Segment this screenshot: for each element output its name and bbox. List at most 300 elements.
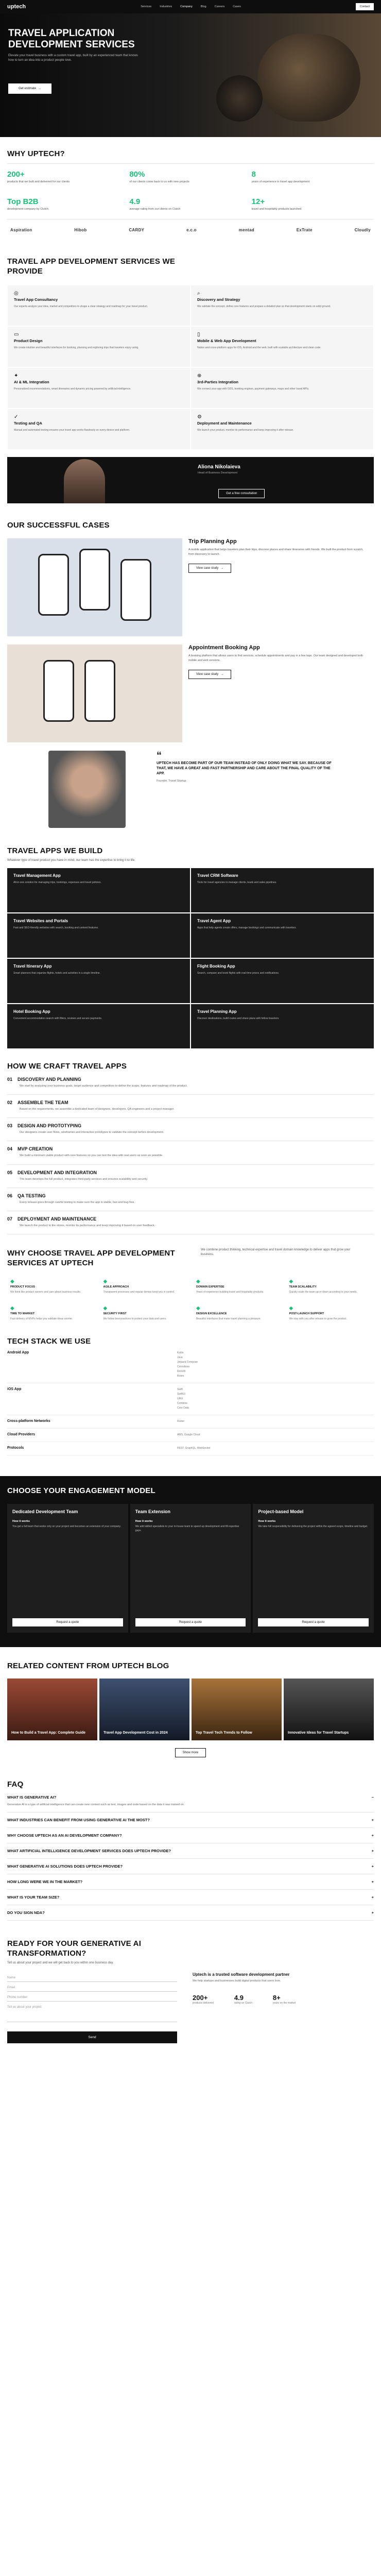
check-icon: ✓ <box>14 414 19 420</box>
engagement-card-text: We take full responsibility for delivering the project within the agreed scope, timeline and budget. <box>258 1525 368 1529</box>
why-uptech-section <box>0 137 381 232</box>
plug-icon: ⊕ <box>197 372 202 379</box>
benefit-item <box>193 1302 281 1325</box>
process-title: HOW WE CRAFT TRAVEL APPS <box>7 1061 127 1071</box>
stat-desc: average rating from our clients on Clutch <box>129 208 181 211</box>
benefit-text: We follow best practices to protect your data and users. <box>103 1317 167 1321</box>
why-choose-title: WHY CHOOSE TRAVEL APP DEVELOPMENT SERVICES AT UPTECH <box>7 1249 175 1268</box>
step-number: 01 <box>7 1076 13 1082</box>
cases-title: OUR SUCCESSFUL CASES <box>7 520 110 530</box>
nav-menu <box>141 5 241 8</box>
contact-stat-desc: products delivered <box>193 2001 214 2005</box>
tech-label: Cross-platform Networks <box>7 1419 50 1423</box>
testimonial-photo <box>48 751 126 828</box>
message-field[interactable]: Tell us about your project <box>7 2002 177 2022</box>
service-title: Discovery and Strategy <box>197 297 240 302</box>
app-type-title: Travel Agent App <box>197 918 231 923</box>
benefit-item <box>193 1276 281 1298</box>
client-logo: CARDY <box>129 228 145 233</box>
apps-title: TRAVEL APPS WE BUILD <box>7 846 103 856</box>
step-text: Based on the requirements, we assemble a dedicated team of designers, developers, QA engineers and a project manager. <box>20 1107 175 1111</box>
engagement-grid <box>7 1504 374 1633</box>
tech-item: Combine <box>177 1401 188 1405</box>
view-case-button[interactable] <box>188 564 231 573</box>
phone-icon: ▯ <box>197 331 200 337</box>
benefit-text: We think like product owners and care about business results. <box>10 1290 81 1294</box>
avatar <box>64 459 105 503</box>
faq-question: WHAT INDUSTRIES CAN BENEFIT FROM USING GENERATIVE AI THE MOST? <box>7 1818 150 1823</box>
request-quote-button[interactable]: Request a quote <box>12 1618 123 1626</box>
service-text: Native and cross-platform apps for iOS, Android and the web, built with scalable architecture and clean code. <box>197 346 321 349</box>
stat-desc: products that we built and delivered for our clients <box>7 180 70 183</box>
contact-info <box>193 1972 357 2043</box>
engagement-card-text: We add skilled specialists to your in-house team to speed up development and fill expertise gaps. <box>135 1525 239 1532</box>
faq-item[interactable] <box>7 1843 374 1859</box>
plus-icon: + <box>371 1864 374 1869</box>
tech-item: SwiftUI <box>177 1392 185 1396</box>
step-text: Every release goes through careful testing to make sure the app is stable, fast and bug-free. <box>20 1200 135 1204</box>
benefit-icon: ◆ <box>103 1278 108 1284</box>
nav-item-careers[interactable]: Careers <box>214 5 225 8</box>
stat-desc: travel and hospitality products launched <box>251 208 302 211</box>
blog-card[interactable] <box>192 1679 282 1740</box>
why-choose-grid <box>7 1276 374 1325</box>
phone-mockup <box>84 660 115 722</box>
step-number: 07 <box>7 1216 13 1222</box>
contact-info-title: Uptech is a trusted software development partner <box>193 1972 290 1977</box>
engagement-card-label: How it works <box>135 1520 153 1523</box>
faq-question: WHAT GENERATIVE AI SOLUTIONS DOES UPTECH PROVIDE? <box>7 1864 123 1869</box>
top-navbar <box>0 0 381 13</box>
stat-value: 4.9 <box>129 197 141 207</box>
contact-section <box>0 1939 381 2043</box>
case-text: A mobile application that helps travelers plan their trips, discover places and share itineraries with friends. We built the product from scratch, from discovery to launch. <box>188 548 363 556</box>
service-text: We launch your product, monitor its performance and keep improving it after release. <box>197 428 294 432</box>
app-type-text: Tools for travel agencies to manage clients, leads and sales pipelines. <box>197 880 277 884</box>
service-card[interactable] <box>190 409 374 450</box>
service-text: We validate the concept, define core features and prepare a detailed plan so that development starts on solid ground. <box>197 304 331 308</box>
step-text: We launch the product to the stores, monitor its performance and keep improving it based on user feedback. <box>20 1224 155 1228</box>
why-choose-section <box>0 1249 381 1325</box>
phone-mockup <box>43 660 74 722</box>
tech-item: UIKit <box>177 1397 183 1400</box>
client-logo: Hibob <box>74 228 87 233</box>
blog-card[interactable] <box>99 1679 189 1740</box>
contact-stat-desc: rating on Clutch <box>234 2001 252 2005</box>
engagement-card <box>130 1504 251 1633</box>
free-consultation-button[interactable]: Get a free consultation <box>218 489 265 498</box>
tech-row <box>7 1442 374 1455</box>
tech-row <box>7 1347 374 1383</box>
faq-question: HOW LONG WERE WE IN THE MARKET? <box>7 1879 83 1885</box>
app-type-text: Smart planners that organize flights, hotels and activities in a single timeline. <box>13 971 100 975</box>
stat-item <box>7 191 129 219</box>
tech-label: Protocols <box>7 1446 24 1450</box>
service-card[interactable] <box>7 326 190 367</box>
stat-value: Top B2B <box>7 197 39 207</box>
nav-item-blog[interactable]: Blog <box>200 5 206 8</box>
testimonial-text: UPTECH HAS BECOME PART OF OUR TEAM INSTEAD OF ONLY DOING WHAT WE SAY. BECAUSE OF THAT, WE HAVE A GREAT AND FAST PARTNERSHIP AND CARE ABOUT THE FINAL QUALITY OF THE APP. <box>157 761 332 775</box>
tech-label: Android App <box>7 1350 29 1354</box>
tech-item: Java <box>177 1355 183 1359</box>
contact-stat-value: 8+ <box>272 1993 281 2002</box>
stat-value: 12+ <box>251 197 265 207</box>
search-icon: ⌕ <box>197 290 200 296</box>
service-text: Personalized recommendations, smart itineraries and dynamic pricing powered by artificial intelligence. <box>14 387 131 391</box>
client-logos <box>7 228 374 232</box>
service-title: Mobile & Web App Development <box>197 338 256 343</box>
step-title: DEVELOPMENT AND INTEGRATION <box>18 1170 97 1175</box>
faq-title: FAQ <box>7 1780 24 1789</box>
why-choose-subtitle: We combine product thinking, technical expertise and travel domain knowledge to deliver apps that grow your business. <box>201 1248 351 1256</box>
service-text: Manual and automated testing ensures your travel app works flawlessly on every device and platform. <box>14 428 130 432</box>
engagement-section <box>0 1476 381 1648</box>
nav-item-cases[interactable]: Cases <box>233 5 241 8</box>
service-text: We connect your app with GDS, booking engines, payment gateways, maps and other travel APIs. <box>197 387 309 391</box>
app-type-text: Search, compare and book flights with real-time prices and notifications. <box>197 971 280 975</box>
step-title: DISCOVERY AND PLANNING <box>18 1076 81 1082</box>
tech-row <box>7 1383 374 1415</box>
stats-grid <box>7 163 374 219</box>
stat-item <box>252 191 374 219</box>
benefit-title: PRODUCT FOCUS <box>10 1285 35 1289</box>
name-field[interactable]: Name <box>7 1972 177 1982</box>
plus-icon: + <box>371 1910 374 1916</box>
service-title: 3rd-Parties Integration <box>197 379 239 384</box>
plus-icon: + <box>371 1879 374 1885</box>
faq-item[interactable] <box>7 1890 374 1905</box>
why-title: WHY UPTECH? <box>7 149 65 158</box>
hero-section <box>0 13 381 137</box>
app-type-title: Flight Booking App <box>197 963 235 969</box>
faq-item[interactable] <box>7 1790 374 1812</box>
hero-title: TRAVEL APPLICATION DEVELOPMENT SERVICES <box>8 28 135 50</box>
faq-item[interactable] <box>7 1812 374 1828</box>
email-field[interactable]: Email <box>7 1982 177 1992</box>
app-type-title: Travel Planning App <box>197 1009 237 1014</box>
benefit-icon: ◆ <box>196 1278 200 1284</box>
process-step <box>7 1095 374 1118</box>
case-image <box>7 538 182 636</box>
app-type-card[interactable] <box>7 913 190 958</box>
case-item <box>7 645 374 742</box>
benefit-icon: ◆ <box>196 1306 200 1312</box>
testimonial-author: Founder, Travel Startup <box>157 779 186 783</box>
benefit-item <box>286 1276 374 1298</box>
arrow-right-icon: → <box>220 672 224 676</box>
contact-stat <box>273 1994 296 2005</box>
benefit-title: TIME TO MARKET <box>10 1312 35 1316</box>
view-case-button[interactable] <box>188 670 231 679</box>
service-title: Travel App Consultancy <box>14 297 58 302</box>
services-title: TRAVEL APP DEVELOPMENT SERVICES WE PROVIDE <box>7 257 176 276</box>
blog-card-title: Top Travel Tech Trends to Follow <box>196 1731 252 1735</box>
app-type-title: Travel Itinerary App <box>13 963 52 969</box>
blog-card-title: How to Build a Travel App: Complete Guide <box>11 1731 86 1735</box>
app-type-text: Convenient accommodation search with filters, reviews and secure payments. <box>13 1016 102 1020</box>
stat-item <box>252 164 374 192</box>
send-button[interactable]: Send <box>7 2031 177 2043</box>
stat-desc: of our clients come back to us with new projects <box>129 180 189 183</box>
benefit-title: DESIGN EXCELLENCE <box>196 1312 227 1316</box>
tech-item: Core Data <box>177 1406 189 1410</box>
service-title: AI & ML Integration <box>14 379 49 384</box>
benefit-icon: ◆ <box>10 1278 14 1284</box>
plus-icon: + <box>371 1833 374 1838</box>
benefit-text: Years of experience building travel and hospitality products. <box>196 1290 264 1294</box>
service-title: Testing and QA <box>14 420 42 426</box>
app-type-card[interactable] <box>7 1004 190 1048</box>
faq-item[interactable] <box>7 1859 374 1874</box>
phone-mockup <box>120 559 151 621</box>
stat-item <box>129 191 251 219</box>
service-text: We create intuitive and beautiful interfaces for booking, planning and exploring trips that travelers enjoy using. <box>14 346 139 349</box>
tech-item: AWS, Google Cloud <box>177 1433 200 1436</box>
case-image <box>7 645 182 742</box>
contact-form <box>7 1972 177 2043</box>
service-card[interactable] <box>7 409 190 450</box>
benefit-title: AGILE APPROACH <box>103 1285 129 1289</box>
tech-item: Flutter <box>177 1419 185 1423</box>
case-title: Appointment Booking App <box>188 645 260 651</box>
app-type-title: Travel CRM Software <box>197 873 238 878</box>
get-estimate-button[interactable] <box>8 83 51 94</box>
arrow-right-icon: → <box>38 87 42 90</box>
app-type-title: Hotel Booking App <box>13 1009 50 1014</box>
faq-item[interactable] <box>7 1905 374 1921</box>
blog-card-title: Travel App Development Cost in 2024 <box>103 1731 168 1735</box>
app-type-card[interactable] <box>191 913 374 958</box>
phone-mockup <box>79 549 110 611</box>
stat-desc: development company by Clutch <box>7 208 48 211</box>
tech-item: REST, GraphQL, WebSocket <box>177 1446 211 1450</box>
blog-card[interactable] <box>284 1679 374 1740</box>
service-card[interactable] <box>190 326 374 367</box>
arrow-right-icon: → <box>220 566 224 570</box>
step-number: 04 <box>7 1146 13 1152</box>
benefit-text: Fast delivery of MVPs helps you validate ideas sooner. <box>10 1317 73 1321</box>
engagement-card <box>253 1504 374 1633</box>
nav-item-industries[interactable]: Industries <box>160 5 172 8</box>
layers-icon: ▭ <box>14 331 19 337</box>
show-more-button[interactable]: Show more <box>175 1748 206 1757</box>
tech-label: iOS App <box>7 1387 22 1391</box>
contact-subtitle: Tell us about your project and we will get back to you within one business day. <box>7 1961 114 1964</box>
engagement-card-title: Team Extension <box>135 1509 171 1515</box>
apps-grid <box>7 868 374 1048</box>
author-role: Head of Business Development <box>198 471 238 474</box>
gear-icon: ⚙ <box>197 414 202 420</box>
faq-item[interactable] <box>7 1874 374 1890</box>
plus-icon: + <box>371 1849 374 1854</box>
apps-subtitle: Whatever type of travel product you have in mind, our team has the expertise to bring it to life. <box>7 859 135 862</box>
process-step <box>7 1211 374 1234</box>
nav-item-company[interactable]: Company <box>180 5 193 8</box>
engagement-title: CHOOSE YOUR ENGAGEMENT MODEL <box>7 1486 155 1495</box>
client-logo: ExTrate <box>296 228 313 233</box>
contact-title: READY FOR YOUR GENERATIVE AI TRANSFORMATION? <box>7 1939 142 1958</box>
benefit-item <box>100 1276 188 1298</box>
case-item <box>7 538 374 636</box>
request-quote-button[interactable]: Request a quote <box>258 1618 369 1626</box>
tech-row <box>7 1429 374 1442</box>
engagement-card-text: You get a full team that works only on your project and becomes an extension of your company. <box>12 1525 121 1529</box>
contact-stat-desc: years on the market <box>272 2001 296 2005</box>
tech-item: Retrofit <box>177 1369 186 1373</box>
tech-item: Room <box>177 1374 184 1378</box>
app-type-card[interactable] <box>191 959 374 1003</box>
stat-item <box>129 164 251 192</box>
app-type-title: Travel Websites and Portals <box>13 918 68 923</box>
tech-item: Jetpack Compose <box>177 1360 198 1364</box>
blog-grid <box>7 1679 374 1740</box>
blog-card[interactable] <box>7 1679 97 1740</box>
hero-image <box>257 34 360 122</box>
step-number: 06 <box>7 1193 13 1198</box>
app-type-card[interactable] <box>191 868 374 912</box>
app-type-card[interactable] <box>191 1004 374 1048</box>
tech-stack-section <box>0 1337 381 1455</box>
apps-section <box>0 846 381 1048</box>
tech-item: Kotlin <box>177 1351 184 1354</box>
step-text: We start by analyzing your business goals, target audience and competitors to define the scope, features and roadmap of the product. <box>20 1084 187 1088</box>
service-text: Our experts analyze your idea, market and competitors to shape a clear strategy and roadmap for your travel product. <box>14 304 148 308</box>
benefit-text: Quickly scale the team up or down according to your needs. <box>289 1290 358 1294</box>
contact-stat-value: 4.9 <box>234 1993 244 2002</box>
service-card[interactable] <box>190 285 374 326</box>
step-text: We build a minimum viable product with core features so you can test the idea with real users as soon as possible. <box>20 1154 163 1158</box>
contact-stat-value: 200+ <box>193 1993 208 2002</box>
tech-row <box>7 1415 374 1429</box>
view-case-label: View case study <box>196 672 219 676</box>
engagement-card-label: How it works <box>258 1520 276 1523</box>
step-title: DESIGN AND PROTOTYPING <box>18 1123 82 1129</box>
app-type-card[interactable] <box>7 868 190 912</box>
benefit-icon: ◆ <box>289 1278 293 1284</box>
plus-icon: + <box>371 1818 374 1823</box>
faq-question: WHAT IS GENERATIVE AI? <box>7 1794 57 1800</box>
service-card[interactable] <box>7 367 190 409</box>
app-type-text: Discover destinations, build routes and share plans with fellow travelers. <box>197 1016 280 1020</box>
app-type-text: Fast and SEO-friendly websites with search, booking and content features. <box>13 926 99 929</box>
stat-value: 80% <box>129 170 145 179</box>
cases-section <box>0 521 381 828</box>
contact-stat <box>234 1994 252 2005</box>
hero-image-secondary <box>216 75 263 122</box>
author-name: Aliona Nikolaieva <box>198 464 240 470</box>
step-title: MVP CREATION <box>18 1146 53 1152</box>
benefit-title: POST-LAUNCH SUPPORT <box>289 1312 324 1316</box>
benefit-item <box>7 1302 95 1325</box>
client-logo: e.c.o <box>186 228 197 233</box>
minus-icon: − <box>371 1794 374 1800</box>
case-title: Trip Planning App <box>188 538 237 545</box>
engagement-card <box>7 1504 128 1633</box>
benefit-item <box>7 1276 95 1298</box>
service-card[interactable] <box>7 285 190 326</box>
case-text: A booking platform that allows users to find services, schedule appointments and pay in a few taps. Our team designed and developed both mobile and web versions. <box>188 654 363 662</box>
client-logo: Cloudly <box>354 228 371 233</box>
benefit-title: SECURITY FIRST <box>103 1312 127 1316</box>
plus-icon: + <box>371 1895 374 1900</box>
benefit-text: Transparent processes and regular demos keep you in control. <box>103 1290 175 1294</box>
spark-icon: ✦ <box>14 372 19 379</box>
hero-subtitle: Elevate your travel business with a custom travel app, built by an experienced team that knows how to turn an idea into a product people love. <box>8 54 138 62</box>
step-title: ASSEMBLE THE TEAM <box>18 1099 68 1105</box>
tech-item: Coroutines <box>177 1365 190 1368</box>
contact-button[interactable]: Contact <box>356 3 374 10</box>
benefit-item <box>100 1302 188 1325</box>
client-logo: mentad <box>238 228 254 233</box>
step-text: The team develops the full product, integrates third-party services and ensures scalability and security. <box>20 1177 148 1181</box>
compass-icon: ◎ <box>14 290 19 296</box>
benefit-text: Beautiful interfaces that make travel planning a pleasure. <box>196 1317 261 1321</box>
faq-question: WHY CHOOSE UPTECH AS AN AI DEVELOPMENT COMPANY? <box>7 1833 122 1838</box>
logo[interactable]: uptech <box>7 4 26 10</box>
step-number: 03 <box>7 1123 13 1129</box>
benefit-item <box>286 1302 374 1325</box>
engagement-card-title: Project-based Model <box>258 1509 304 1515</box>
step-number: 02 <box>7 1099 13 1105</box>
step-number: 05 <box>7 1170 13 1175</box>
view-case-label: View case study <box>196 566 219 570</box>
client-logo: Aspiration <box>10 228 32 233</box>
step-text: Our designers create user flows, wireframes and interactive prototypes to validate the concept before development. <box>20 1131 164 1134</box>
tech-title: TECH STACK WE USE <box>7 1336 91 1346</box>
phone-mockup <box>38 554 69 616</box>
faq-answer: Generative AI is a type of artificial intelligence that can create new content such as text, images and code based on the data it was trained on. <box>7 1803 185 1806</box>
app-type-text: Apps that help agents create offers, manage bookings and communicate with travelers. <box>197 926 297 929</box>
benefit-text: We stay with you after release to grow the product. <box>289 1317 347 1321</box>
engagement-card-label: How it works <box>12 1520 30 1523</box>
benefit-icon: ◆ <box>289 1306 293 1312</box>
step-title: DEPLOYMENT AND MAINTENANCE <box>18 1216 97 1222</box>
app-type-card[interactable] <box>7 959 190 1003</box>
process-step <box>7 1072 374 1095</box>
service-title: Product Design <box>14 338 43 343</box>
app-type-text: All-in-one solution for managing trips, bookings, expenses and travel policies. <box>13 880 101 884</box>
benefit-icon: ◆ <box>10 1306 14 1312</box>
testimonial <box>7 751 374 828</box>
service-card[interactable] <box>190 367 374 409</box>
step-title: QA TESTING <box>18 1193 46 1198</box>
engagement-card-title: Dedicated Development Team <box>12 1509 78 1515</box>
process-step <box>7 1118 374 1141</box>
faq-question: WHAT IS YOUR TEAM SIZE? <box>7 1895 60 1900</box>
app-type-title: Travel Management App <box>13 873 61 878</box>
stat-item <box>7 164 129 192</box>
phone-field[interactable]: Phone number <box>7 1992 177 2002</box>
benefit-title: TEAM SCALABILITY <box>289 1285 317 1289</box>
services-section <box>0 257 381 503</box>
process-step <box>7 1165 374 1188</box>
benefit-icon: ◆ <box>103 1306 108 1312</box>
request-quote-button[interactable]: Request a quote <box>135 1618 246 1626</box>
services-grid <box>7 285 374 450</box>
blog-card-title: Innovative Ideas for Travel Startups <box>288 1731 349 1735</box>
stat-value: 8 <box>251 170 256 179</box>
faq-section <box>0 1780 381 1921</box>
stat-desc: years of experience in travel app development <box>251 180 310 183</box>
stat-value: 200+ <box>7 170 25 179</box>
blog-section <box>0 1662 381 1757</box>
contact-info-text: We help startups and businesses build digital products that users love. <box>193 1979 281 1983</box>
nav-item-services[interactable]: Services <box>141 5 152 8</box>
faq-item[interactable] <box>7 1828 374 1843</box>
benefit-title: DOMAIN EXPERTISE <box>196 1285 224 1289</box>
faq-question: WHAT ARTIFICIAL INTELLIGENCE DEVELOPMENT SERVICES DOES UPTECH PROVIDE? <box>7 1849 171 1854</box>
faq-question: DO YOU SIGN NDA? <box>7 1910 45 1916</box>
